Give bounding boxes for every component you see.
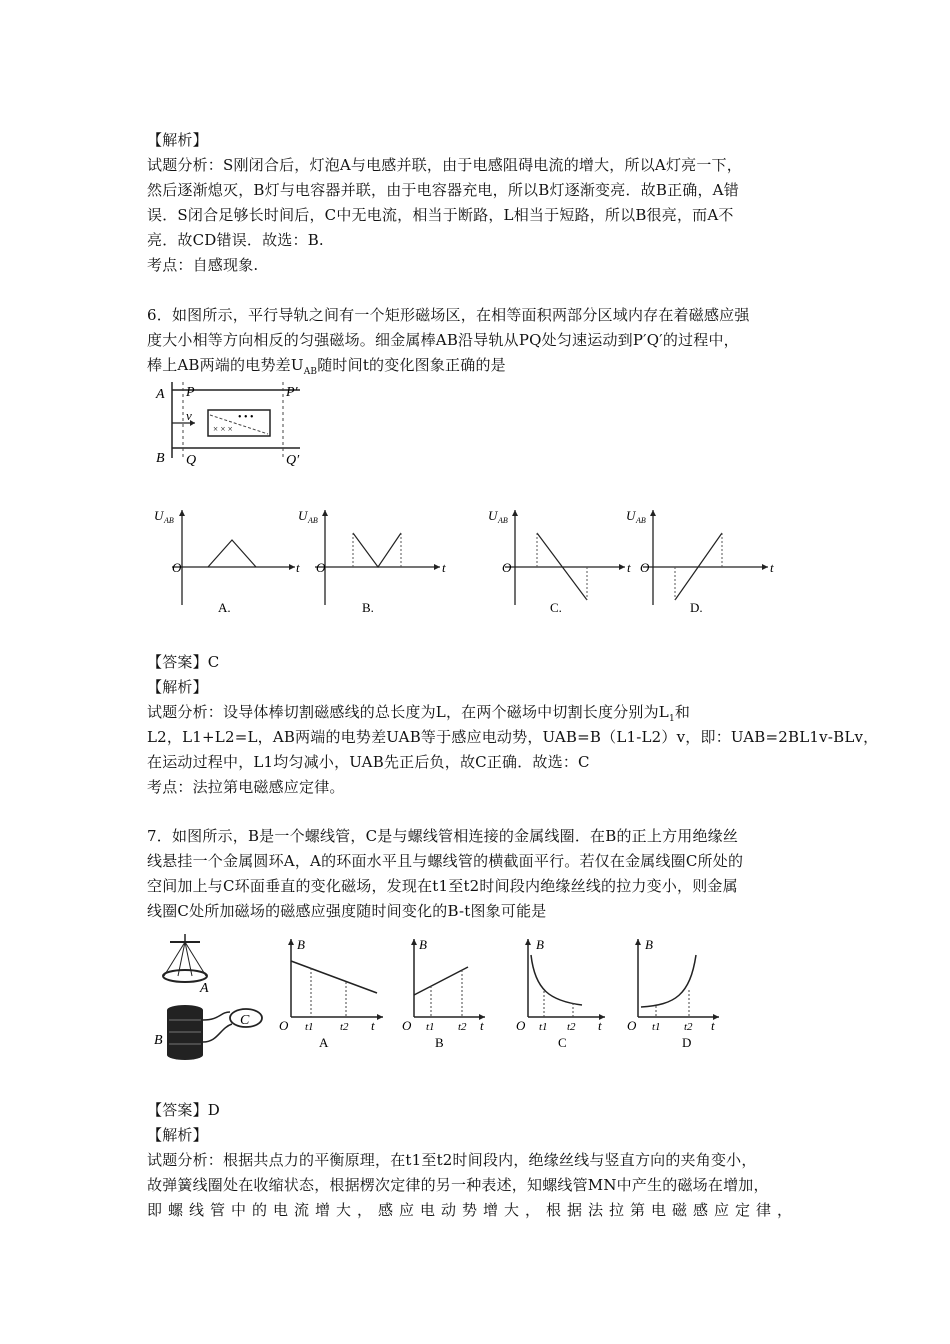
analysis-line: 然后逐渐熄灭，B灯与电容器并联，由于电容器充电，所以B灯逐渐变亮．故B正确，A错 xyxy=(147,181,739,199)
svg-text:B: B xyxy=(419,937,427,952)
analysis-line: 试题分析：S刚闭合后，灯泡A与电感并联，由于电感阻碍电流的增大，所以A灯亮一下， xyxy=(147,156,742,174)
q6-text: 棒上AB两端的电势差$U_{AB}$随时间t的变化图象正确的是 xyxy=(147,356,506,377)
svg-text:t: t xyxy=(442,560,446,575)
q6-graphs xyxy=(150,500,790,625)
q7-analysis: 即螺线管中的电流增大，感应电动势增大，根据法拉第电磁感应定律， xyxy=(147,1201,799,1219)
q7-text: 线悬挂一个金属圆环A，A的环面水平且与螺线管的横截面平行。若仅在金属线圈C所处的 xyxy=(147,852,744,870)
q6-graph-b xyxy=(298,508,446,615)
q6-analysis: 试题分析：设导体棒切割磁感线的总长度为L，在两个磁场中切割长度分别为$L_1$和 xyxy=(147,703,691,724)
q7-graphs xyxy=(275,935,735,1050)
q7-graph-c xyxy=(516,937,605,1050)
q7-analysis: 故弹簧线圈处在收缩状态，根据楞次定律的另一种表述，知螺线管MN中产生的磁场在增加， xyxy=(147,1176,769,1194)
svg-text:AB: AB xyxy=(308,516,318,525)
svg-text:B: B xyxy=(154,1033,163,1048)
q7-solenoid-figure xyxy=(150,932,265,1072)
svg-text:t: t xyxy=(598,1018,602,1033)
q7-graph-a xyxy=(279,937,383,1050)
svg-text:t: t xyxy=(770,560,774,575)
svg-text:t2: t2 xyxy=(684,1021,693,1033)
svg-text:t: t xyxy=(371,1018,375,1033)
svg-text:D: D xyxy=(682,1035,692,1050)
svg-text:P′: P′ xyxy=(286,385,298,400)
svg-text:O: O xyxy=(402,1018,412,1033)
q6-heading: 【解析】 xyxy=(147,678,208,696)
svg-text:AB: AB xyxy=(636,516,646,525)
q7-graph-b xyxy=(402,937,485,1050)
q6-answer: 【答案】C xyxy=(147,653,220,671)
q6-graph-c xyxy=(488,508,631,615)
svg-text:t2: t2 xyxy=(340,1021,349,1033)
q6-analysis: L2，L1+L2=L，AB两端的电势差UAB等于感应电动势，UAB=B（L1-L2）v，即：UAB=2BL1v-BLv， xyxy=(147,728,879,746)
svg-text:U: U xyxy=(154,508,164,523)
svg-text:t: t xyxy=(711,1018,715,1033)
svg-text:t1: t1 xyxy=(539,1021,548,1033)
svg-text:O: O xyxy=(172,560,182,575)
svg-text:× × ×: × × × xyxy=(213,424,233,434)
q6-text: 度大小相等方向相反的匀强磁场。细金属棒AB沿导轨从PQ处匀速运动到P′Q′的过程中， xyxy=(147,331,739,349)
svg-text:O: O xyxy=(279,1018,289,1033)
q6-rail-figure xyxy=(150,378,320,468)
q7-analysis: 试题分析：根据共点力的平衡原理，在t1至t2时间段内，绝缘丝线与竖直方向的夹角变小， xyxy=(147,1151,757,1169)
q6-text: 6．如图所示，平行导轨之间有一个矩形磁场区，在相等面积两部分区域内存在着磁感应强 xyxy=(147,306,750,324)
heading-analysis: 【解析】 xyxy=(147,131,208,149)
svg-text:B.: B. xyxy=(362,600,374,615)
svg-text:Q′: Q′ xyxy=(286,453,300,468)
svg-text:B: B xyxy=(297,937,305,952)
q6-graph-d xyxy=(626,508,774,615)
svg-text:• • •: • • • xyxy=(238,412,254,423)
svg-text:O: O xyxy=(640,560,650,575)
svg-text:D.: D. xyxy=(690,600,703,615)
svg-text:B: B xyxy=(536,937,544,952)
svg-text:U: U xyxy=(626,508,636,523)
svg-text:A: A xyxy=(156,387,165,402)
svg-text:O: O xyxy=(627,1018,637,1033)
svg-text:B: B xyxy=(645,937,653,952)
svg-text:v: v xyxy=(186,408,192,423)
svg-text:t: t xyxy=(296,560,300,575)
svg-text:Q: Q xyxy=(186,453,197,468)
q7-heading: 【解析】 xyxy=(147,1126,208,1144)
svg-text:C: C xyxy=(240,1013,250,1028)
q6-analysis: 在运动过程中，L1均匀减小，UAB先正后负，故C正确．故选：C xyxy=(147,753,590,771)
svg-text:A: A xyxy=(319,1035,329,1050)
svg-text:O: O xyxy=(502,560,512,575)
analysis-line: 亮．故CD错误．故选：B. xyxy=(147,231,324,249)
svg-text:O: O xyxy=(316,560,326,575)
q7-graph-d xyxy=(627,937,719,1050)
svg-text:AB: AB xyxy=(498,516,508,525)
svg-text:t: t xyxy=(480,1018,484,1033)
svg-text:A.: A. xyxy=(218,600,231,615)
svg-text:C.: C. xyxy=(550,600,562,615)
svg-text:B: B xyxy=(156,451,165,466)
svg-text:t1: t1 xyxy=(652,1021,661,1033)
svg-text:C: C xyxy=(558,1035,567,1050)
q6-graph-a xyxy=(154,508,300,615)
kaodian: 考点：自感现象. xyxy=(147,256,259,274)
svg-text:B: B xyxy=(435,1035,444,1050)
svg-text:t2: t2 xyxy=(458,1021,467,1033)
svg-text:t2: t2 xyxy=(567,1021,576,1033)
q7-text: 7．如图所示，B是一个螺线管，C是与螺线管相连接的金属线圈．在B的正上方用绝缘丝 xyxy=(147,827,739,845)
svg-text:A: A xyxy=(200,981,209,996)
q7-text: 线圈C处所加磁场的磁感应强度随时间变化的B-t图象可能是 xyxy=(147,902,547,920)
svg-text:P: P xyxy=(186,385,195,400)
svg-text:U: U xyxy=(298,508,308,523)
svg-text:U: U xyxy=(488,508,498,523)
analysis-line: 误．S闭合足够长时间后，C中无电流，相当于断路，L相当于短路，所以B很亮，而A不 xyxy=(147,206,734,224)
svg-text:t: t xyxy=(627,560,631,575)
q7-text: 空间加上与C环面垂直的变化磁场，发现在t1至t2时间段内绝缘丝线的拉力变小，则金属 xyxy=(147,877,738,895)
svg-text:t1: t1 xyxy=(426,1021,435,1033)
svg-text:t1: t1 xyxy=(305,1021,314,1033)
svg-text:O: O xyxy=(516,1018,526,1033)
q6-kaodian: 考点：法拉第电磁感应定律。 xyxy=(147,778,345,796)
svg-text:AB: AB xyxy=(164,516,174,525)
q7-answer: 【答案】D xyxy=(147,1101,221,1119)
